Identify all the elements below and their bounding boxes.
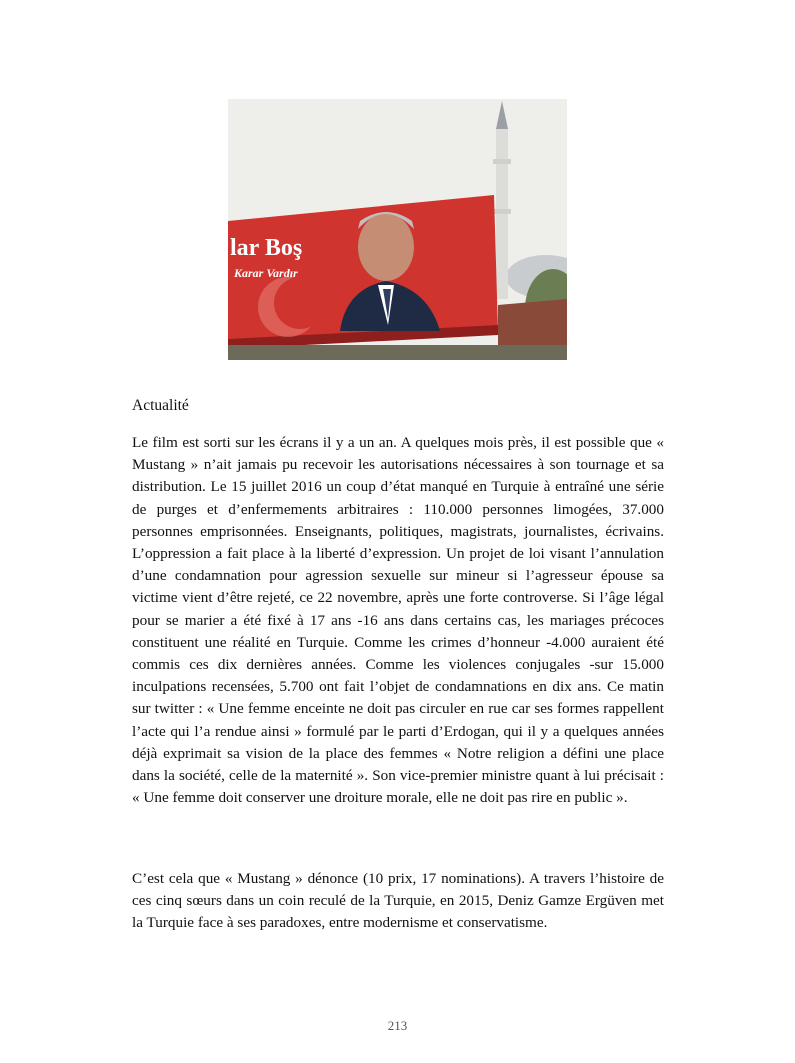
billboard-text-line2: Karar Vardır bbox=[234, 266, 298, 280]
paragraph-1: Le film est sorti sur les écrans il y a un an. A quelques mois près, il est possible que « Mustang » n’ait jamais pu recevoir les autorisations nécessaires à son tournage et sa distribution. Le 15 juillet 2016 un coup d’état manqué en Turquie à entraîné une série de purges et d’enfermements arbitraires : 110.000 personnes limogées, 37.000 personnes emprisonnées. Enseignants, politiques, magistrats, journalistes, écrivains. L’oppression a fait place à la liberté d’expression. Un projet de loi visant l’annulation d’une condamnation pour agression sexuelle sur mineur si l’agresseur épouse sa victime vient d’être rejeté, ce 22 novembre, après une forte controverse. Si l’âge légal pour se marier a été fixé à 17 ans -16 ans dans certains cas, les mariages précoces constituent une réalité en Turquie. Comme les crimes d’honneur -4.000 auraient été commis ces dix dernières années. Comme les violences conjugales -sur 15.000 inculpations recensées, 5.700 ont fait l’objet de condamnations en dix ans. Ce matin sur twitter : « Une femme enceinte ne doit pas circuler en rue car ses formes rappellent l’acte qui l’a rendue ainsi » formulé par le parti d’Erdogan, qui il y a quelques années déjà exprimait sa vision de la place des femmes « Notre religion a défini une place dans la société, celle de la maternité ». Son vice-premier ministre quant à lui précisait : « Une femme doit conserver une droiture morale, elle ne doit pas rire en public ». bbox=[132, 434, 664, 807]
page-number: 213 bbox=[387, 1018, 408, 1033]
section-heading: Actualité bbox=[132, 397, 189, 414]
billboard-illustration bbox=[228, 99, 567, 360]
billboard-photo bbox=[228, 99, 567, 360]
paragraph-2: C’est cela que « Mustang » dénonce (10 prix, 17 nominations). A travers l’histoire de ces cinq sœurs dans un coin reculé de la Turquie, en 2015, Deniz Gamze Ergüven met la Turquie face à ses paradoxes, entre modernisme et conservatisme. bbox=[132, 870, 664, 932]
billboard-text-line1: lar Boş bbox=[230, 235, 303, 261]
